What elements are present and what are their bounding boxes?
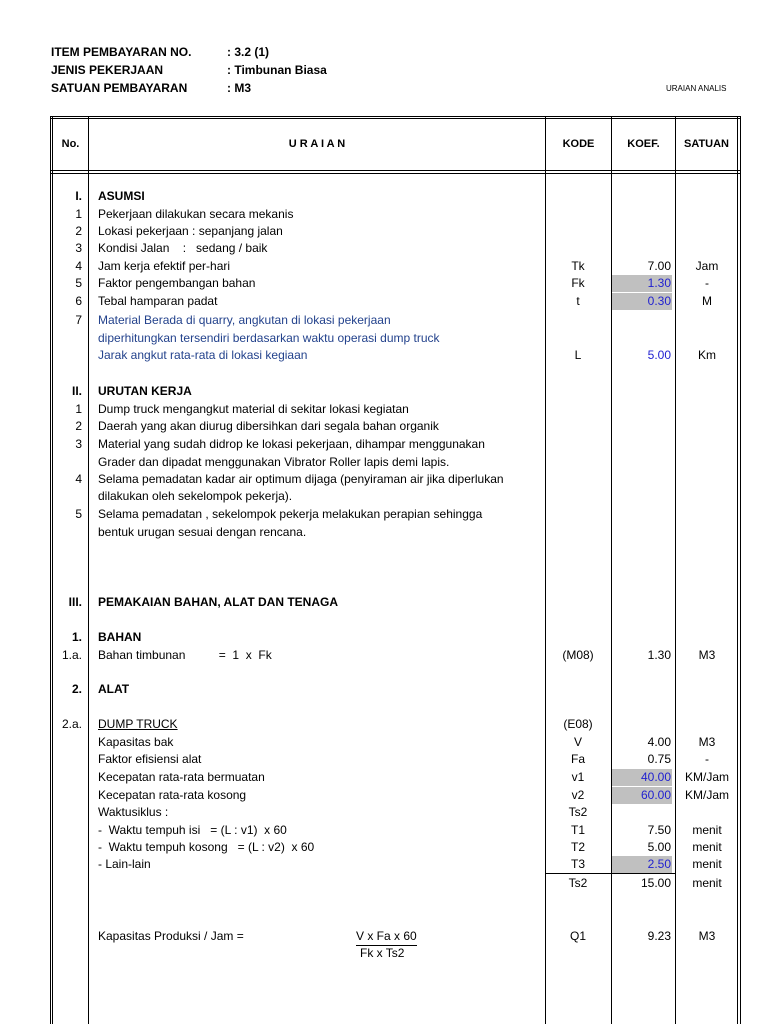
row-text: Bahan timbunan = 1 x Fk [98,648,272,662]
row-no: 5 [75,276,82,290]
equipment-title: DUMP TRUCK [98,717,178,731]
col-header-koef: KOEF. [627,138,660,150]
row-no: 1 [75,402,82,416]
row-kode: Tk [571,259,585,273]
grid-line [50,173,740,174]
row-text: Kecepatan rata-rata kosong [98,788,247,802]
header-jenis-row [51,63,371,79]
satuan-value: : M3 [227,81,251,95]
analysis-ref-text: URAIAN ANALIS [666,84,727,93]
row-koef-input: 40.00 [612,769,672,786]
row-satuan: Jam [695,259,719,273]
row-satuan: menit [692,857,722,871]
row-no: 3 [75,241,82,255]
row-koef-input: 0.30 [612,293,672,310]
row-no: 3 [75,437,82,451]
row-text: Tebal hamparan padat [98,294,218,308]
row-text: Grader dan dipadat menggunakan Vibrator Roller lapis demi lapis. [98,455,450,469]
section-title-urutan: URUTAN KERJA [98,384,192,398]
row-text: Waktusiklus : [98,805,169,819]
col-header-satuan: SATUAN [683,138,729,150]
col-header-kode: KODE [562,138,595,150]
row-no: 7 [75,313,82,327]
row-kode: Fa [570,752,585,766]
row-kode: T2 [570,840,585,854]
item-value: : 3.2 (1) [227,45,270,59]
row-koef-input: 1.30 [612,275,672,292]
row-koef: 0.75 [647,752,671,766]
row-text: bentuk urugan sesuai dengan rencana. [98,525,307,539]
col-header-no: No. [61,138,80,150]
section-no: II. [71,384,82,398]
header-item-row [51,45,371,61]
row-satuan: - [705,276,709,290]
subtotal-koef: 15.00 [640,876,671,890]
row-text: Material yang sudah didrop ke lokasi pekerjaan, dihampar menggunakan [98,437,485,451]
row-no: 2 [75,224,82,238]
header-satuan-row [51,81,371,97]
row-text: Selama pemadatan kadar air optimum dijaga (penyiraman air jika diperlukan [98,472,504,486]
row-satuan: KM/Jam [684,770,729,784]
subsection-title-alat: ALAT [98,682,130,696]
section-title-pemakaian: PEMAKAIAN BAHAN, ALAT DAN TENAGA [98,595,338,609]
row-koef: 5.00 [647,840,671,854]
row-no: 2.a. [61,717,82,731]
row-kode: L [574,348,582,362]
section-no: I. [75,189,82,203]
row-no: 1 [75,207,82,221]
row-text: Dump truck mengangkut material di sekitar lokasi kegiatan [98,402,409,416]
row-koef-input: 2.50 [612,856,672,873]
row-text: Kecepatan rata-rata bermuatan [98,770,265,784]
row-satuan: menit [692,823,722,837]
item-label: ITEM PEMBAYARAN NO. [51,45,192,59]
row-kode: (E08) [563,717,593,731]
section-no: III. [68,595,82,609]
row-koef: 7.00 [647,259,671,273]
row-satuan: Km [698,348,716,362]
jenis-value: : Timbunan Biasa [227,63,327,77]
row-no: 4 [75,259,82,273]
row-satuan: M3 [698,735,716,749]
row-text: diperhitungkan tersendiri berdasarkan waktu operasi dump truck [98,331,440,345]
row-koef: 7.50 [647,823,671,837]
row-koef-input: 5.00 [647,348,671,362]
row-satuan: KM/Jam [684,788,729,802]
col-header-uraian: U R A I A N [288,138,346,150]
row-kode: Q1 [569,929,586,943]
row-satuan: - [705,752,709,766]
row-text: Lokasi pekerjaan : sepanjang jalan [98,224,283,238]
row-no: 4 [75,472,82,486]
row-text: Kondisi Jalan : sedang / baik [98,241,268,255]
row-kode: T3 [570,857,585,871]
row-text: Jam kerja efektif per-hari [98,259,231,273]
satuan-label: SATUAN PEMBAYARAN [51,81,188,95]
row-kode: t [576,294,580,308]
row-satuan: M [702,294,712,308]
row-satuan: M3 [698,929,716,943]
row-kode: T1 [570,823,585,837]
subtotal-satuan: menit [692,876,722,890]
subsection-title-bahan: BAHAN [98,630,142,644]
formula-denominator: Fk x Ts2 [360,946,405,960]
row-text: Faktor efisiensi alat [98,752,202,766]
row-text: - Lain-lain [98,857,151,871]
row-text: Pekerjaan dilakukan secara mekanis [98,207,294,221]
row-text: Jarak angkut rata-rata di lokasi kegiaan [98,348,308,362]
row-no: 1.a. [61,648,82,662]
formula-numerator: V x Fa x 60 [356,928,417,946]
row-text: Selama pemadatan , sekelompok pekerja melakukan perapian sehingga [98,507,483,521]
row-kode: v1 [571,770,585,784]
row-text: Kapasitas bak [98,735,174,749]
row-text: - Waktu tempuh kosong = (L : v2) x 60 [98,840,315,854]
grid-line [88,116,89,1024]
row-text: Material Berada di quarry, angkutan di lokasi pekerjaan [98,313,391,327]
row-kode: v2 [571,788,585,802]
subtotal-line [545,873,675,874]
row-satuan: M3 [698,648,716,662]
grid-line [50,170,740,171]
row-kode: Fk [571,276,585,290]
subsection-no: 2. [71,682,82,696]
row-text: - Waktu tempuh isi = (L : v1) x 60 [98,823,287,837]
row-no: 2 [75,419,82,433]
jenis-label: JENIS PEKERJAAN [51,63,164,77]
row-no: 5 [75,507,82,521]
row-kode: (M08) [562,648,594,662]
section-title-asumsi: ASUMSI [98,189,145,203]
row-text: Faktor pengembangan bahan [98,276,256,290]
row-text: Kapasitas Produksi / Jam = [98,929,244,943]
row-koef: 1.30 [647,648,671,662]
grid-line [50,116,740,117]
grid-line [740,116,741,1024]
row-koef: 9.23 [647,929,671,943]
subtotal-kode: Ts2 [568,876,588,890]
row-koef-input: 60.00 [612,787,672,804]
row-satuan: menit [692,840,722,854]
row-kode: V [573,735,582,749]
row-koef: 4.00 [647,735,671,749]
subsection-no: 1. [71,630,82,644]
row-text: Daerah yang akan diurug dibersihkan dari segala bahan organik [98,419,439,433]
row-no: 6 [75,294,82,308]
row-kode: Ts2 [568,805,588,819]
row-text: dilakukan oleh sekelompok pekerja). [98,489,293,503]
